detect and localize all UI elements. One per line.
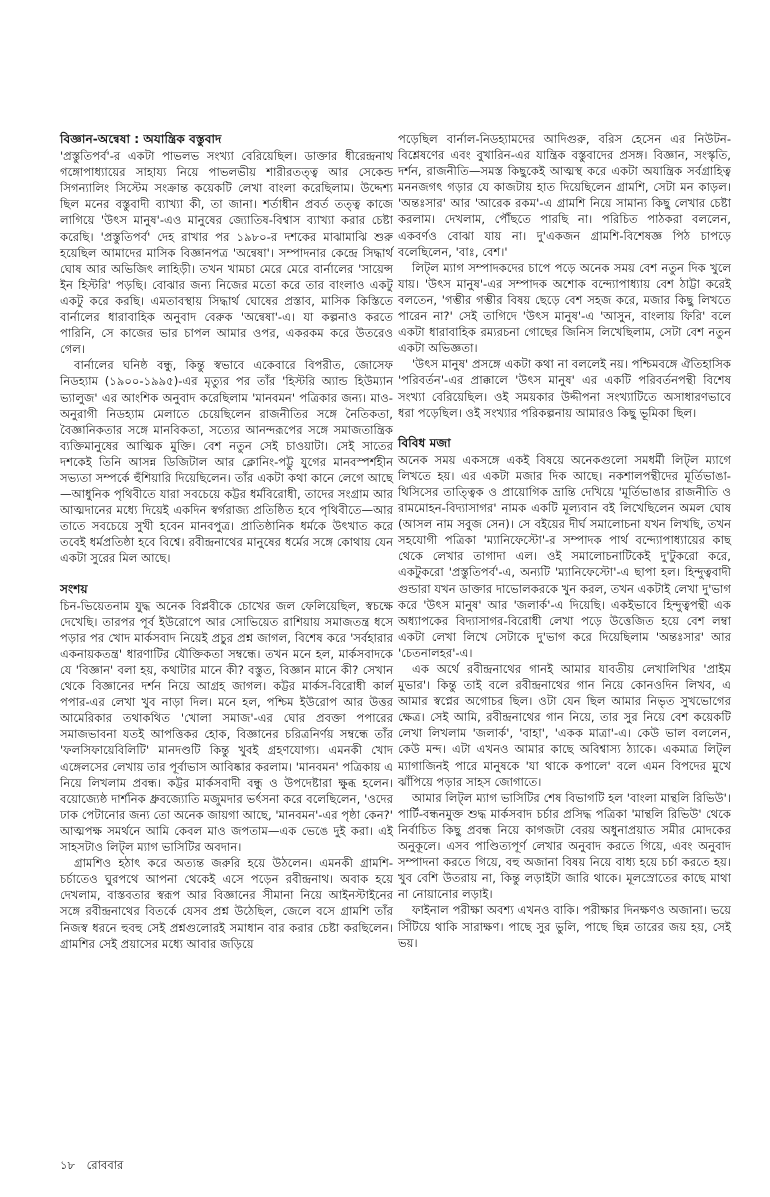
body-paragraph: বার্নালের ঘনিষ্ঠ বন্ধু, কিন্তু স্বভাবে একেবারে বিপরীত, জোসেফ নিডহ্যাম (১৯০০-১৯৯৫)-এর মৃত্যুর পর তাঁর 'হিস্টরি অ্যান্ড হিউম্যান ভ্যালুজ' এর আংশিক অনুবাদ করেছিলাম 'মানবমন' পত্রিকার জন্য। মাও-অনুরাগী নিডহ্যাম মেলাতে চেয়েছিলেন রাজনীতির সঙ্গে নৈতিকতা, বৈজ্ঞানিকতার সঙ্গে মানবিকতা, সত্যের আনন্দরূপের সঙ্গে সমাজতান্ত্রিক ব্যক্তিমানুষের আত্মিক মুক্তি। বেশ নতুন সেই চাওয়াটা। সেই সাতের দশকেই তিনি আসন্ন ডিজিটাল আর ক্লোনিং-পট্টু যুগের মানবস্পর্শহীন সভ্যতা সম্পর্কে হুঁশিয়ারি দিয়েছিলেন। তাঁর একটা কথা কানে লেগে আছে—আধুনিক পৃথিবীতে যারা সবচেয়ে কট্টর ধর্মবিরোধী, তাদের সংগ্রাম আর আত্মদানের মধ্যে দিয়েই একদিন স্বর্গরাজ্য প্রতিষ্ঠিত হবে পৃথিবীতে—আর তাতে সবচেয়ে সুখী হবেন মানবপুত্র। প্রাতিষ্ঠানিক ধর্মকে উৎখাত করে তবেই ধর্মপ্রতিষ্ঠা হবে বিশ্বে। রবীন্দ্রনাথের মানুষের ধর্মের সঙ্গে কোথায় যেন একটা সুরের মিল আছে। xyxy=(60,358,393,566)
body-paragraph: 'প্রস্তুতিপর্ব'-র একটা পাভলভ সংখ্যা বেরিয়েছিল। ডাক্তার ধীরেন্দ্রনাথ গঙ্গোপাধ্যায়ের সাহায্য নিয়ে পাভলভীয় শারীরতত্ত্ব আর সেকেন্ড সিগন্যালিং সিস্টেম সংক্রান্ত কয়েকটি লেখা বাংলা করেছিলাম। উদ্দেশ্য ছিল মনের বস্তুবাদী ব্যাখ্যা কী, তা জানা। শর্তাধীন প্রবর্ত তত্ত্ব কাজে লাগিয়ে 'উৎস মানুষ'-এও মানুষের জ্যোতিষ-বিশ্বাস ব্যাখ্যা করার চেষ্টা করেছি। 'প্রস্তুতিপর্ব' দেহ রাখার পর ১৯৮০-র দশকের মাঝামাঝি শুরু হয়েছিল আমাদের মাসিক বিজ্ঞানপত্র 'অন্বেষা'। সম্পাদনার কেন্দ্রে সিদ্ধার্থ ঘোষ আর অভিজিৎ লাহিড়ী। তখন খামচা মেরে মেরে বার্নালের 'সায়েন্স ইন হিস্টরি' পড়ছি। বোঝার জন্য নিজের মতো করে তার বাংলাও একটু একটু করে করছি। এমতাবস্থায় সিদ্ধার্থ ঘোষের প্রস্তাব, মাসিক কিস্তিতে বার্নালের ধারাবাহিক অনুবাদ বেরুক 'অন্বেষা'-এ। যা কল্পনাও করতে পারিনি, সে কাজের ভার চাপল আমার ওপর, একরকম করে উতরেও গেল। xyxy=(60,149,393,357)
body-paragraph: চিন-ভিয়েতনাম যুদ্ধ অনেক বিপ্লবীকে চোখের জল ফেলিয়েছিল, স্বচক্ষে দেখেছি। তারপর পূর্ব ইউরোপে আর সোভিয়েত রাশিয়ায় সমাজতন্ত্র ধসে পড়ার পর খোদ মার্কসবাদ নিয়েই প্রচুর প্রশ্ন জাগল, বিশেষ করে 'সর্বহারার একনায়কতন্ত্র' ধারণাটির যৌক্তিকতা সম্বন্ধে। তখন মনে হল, মার্কসবাদকে যে 'বিজ্ঞান' বলা হয়, কথাটার মানে কী? বস্তুত, বিজ্ঞান মানে কী? সেখান থেকে বিজ্ঞানের দর্শন নিয়ে আগ্রহ জাগল। কট্টর মার্কস-বিরোধী কার্ল পপার-এর লেখা খুব নাড়া দিল। মনে হল, পশ্চিম ইউরোপ আর উত্তর আমেরিকার তথাকথিত 'খোলা সমাজ'-এর ঘোর প্রবক্তা পপারের সমাজভাবনা যতই আপত্তিকর হোক, বিজ্ঞানের চরিত্রনির্ণয় সম্বন্ধে তাঁর 'ফলসিফায়েবিলিটি' মানদণ্ডটি কিন্তু খুবই গ্রহণযোগ্য। এমনকী খোদ এঙ্গেলসের লেখায় তার পূর্বাভাস আবিষ্কার করলাম। 'মানবমন' পত্রিকায় এ নিয়ে লিখলাম প্রবন্ধ। কট্টর মার্কসবাদী বন্ধু ও উপদেষ্টারা ক্ষুব্ধ হলেন। বয়োজ্যেষ্ঠ দার্শনিক ধ্রুবজ্যোতি মজুমদার ভর্ৎসনা করে বলেছিলেন, 'ওদের ঢাক পেটানোর জন্য তো অনেক জায়গা আছে, 'মানবমন'-এর পৃষ্ঠা কেন?' আত্মপক্ষ সমর্থনে আমি কেবল মাও জপতাম—এক ভেঙে দুই করা। এই সাহসটাও লিট্ল ম্যাগ ভাসিটির অবদান। xyxy=(60,598,393,855)
body-paragraph: ফাইনাল পরীক্ষা অবশ্য এখনও বাকি। পরীক্ষার দিনক্ষণও অজানা। ভয়ে সিঁটিয়ে থাকি সারাক্ষণ। পাছে সুর ভুলি, পাছে ছিন্ন তারের জয় হয়, সেই ভয়। xyxy=(398,903,731,950)
body-paragraph: অনেক সময় একসঙ্গে একই বিষয়ে অনেকগুলো সমধর্মী লিট্ল ম্যাগে লিখতে হয়। এর একটা মজার দিক আছে। নকশালপন্থীদের মূর্তিভাঙা-থিসিসের তাত্ত্বিক ও প্রায়োগিক ভ্রান্তি দেখিয়ে 'মূর্তিভাঙার রাজনীতি ও রামমোহন-বিদ্যাসাগর' নামক একটি মূল্যবান বই লিখেছিলেন অমল ঘোষ (আসল নাম সবুজ সেন)। সে বইয়ের দীর্ঘ সমালোচনা যখন লিখছি, তখন সহযোগী পত্রিকা 'ম্যানিফেস্টো'-র সম্পাদক পার্থ বন্দ্যোপাধ্যায়ের কাছ থেকে লেখার তাগাদা এল। ওই সমালোচনাটিকেই দু'টুকরো করে, একটুকরো 'প্রস্তুতিপর্ব'-এ, অন্যটি 'ম্যানিফেস্টো'-এ ছাপা হল। হিন্দুত্ববাদী গুন্ডারা যখন ডাক্তার দাভোলকরকে খুন করল, তখন একটাই লেখা দু'ভাগ করে 'উৎস মানুষ' আর 'জলার্ক'-এ দিয়েছি। একইভাবে হিন্দুত্বপন্থী এক অধ্যাপকের বিদ্যাসাগর-বিরোধী লেখা পড়ে উত্তেজিত হয়ে বেশ লম্বা একটা লেখা লিখে সেটাকে দু'ভাগ করে দিয়েছিলাম 'অন্তঃসার' আর 'চেতনালহর'-এ। xyxy=(398,452,731,660)
section-gap xyxy=(60,567,393,581)
page-footer xyxy=(60,1157,123,1176)
section-heading: বিজ্ঞান-অন্বেষা : অযান্ত্রিক বস্তুবাদ xyxy=(60,132,222,146)
body-paragraph: লিট্ল ম্যাগ সম্পাদকদের চাপে পড়ে অনেক সময় বেশ নতুন দিক খুলে যায়। 'উৎস মানুষ'-এর সম্পাদক অশোক বন্দ্যোপাধ্যায় বেশ ঠাট্টা করেই বলতেন, 'গম্ভীর গম্ভীর বিষয় ছেড়ে বেশ সহজ করে, মজার কিছু লিখতে পারেন না?' সেই তাগিদে 'উৎস মানুষ'-এ 'আসুন, বাংলায় ফিরি' বলে একটা ধারাবাহিক রম্যরচনা গোছের জিনিস লিখেছিলাম, সেটা বেশ নতুন একটা অভিজ্ঞতা। xyxy=(398,260,731,356)
page-number: ১৮ xyxy=(60,1158,75,1172)
section-heading: বিবিধ মজা xyxy=(398,435,451,450)
body-paragraph: আমার লিট্ল ম্যাগ ভাসিটির শেষ বিভাগটি হল 'বাংলা মান্থলি রিভিউ'। পার্টি-বন্ধনমুক্ত শুদ্ধ মার্কসবাদ চর্চার প্রসিদ্ধ পত্রিকা 'মান্থলি রিভিউ' থেকে নির্বাচিত কিছু প্রবন্ধ নিয়ে কাগজটা বেরয় অধুনাপ্রয়াত সমীর মোদকের অনুকূলে। এসব পাণ্ডিত্যপূর্ণ লেখার অনুবাদ করতে গিয়ে, এবং অনুবাদ সম্পাদনা করতে গিয়ে, বহু অজানা বিষয় নিয়ে বাধ্য হয়ে চর্চা করতে হয়। খুব বেশি উতরায় না, কিন্তু লড়াইটা জারি থাকে। মূলস্রোতের কাছে মাথা না নোয়ানোর লড়াই। xyxy=(398,790,731,902)
body-paragraph: এক অর্থে রবীন্দ্রনাথের গানই আমার যাবতীয় লেখালিখির 'প্রাইম মুভার'। কিন্তু তাই বলে রবীন্দ্রনাথের গান নিয়ে কোনওদিন লিখব, এ আমার স্বপ্নের অগোচর ছিল। ওটা যেন ছিল আমার নিভৃত সুখভোগের ক্ষেত্র। সেই আমি, রবীন্দ্রনাথের গান নিয়ে, তার সুর নিয়ে বেশ কয়েকটি লেখা লিখলাম 'জলার্ক', 'বাহা', 'একক মাত্রা'-এ। কেউ ভাল বললেন, কেউ মন্দ। এটা এখনও আমার কাছে অবিশ্বাস্য ঠ্যাকে। একমাত্র লিট্ল ম্যাগাজিনই পারে মানুষকে 'যা থাকে কপালে' বলে এমন বিপদের মুখে ঝাঁপিয়ে পড়ার সাহস জোগাতে। xyxy=(398,662,731,789)
body-paragraph: 'উৎস মানুষ' প্রসঙ্গে একটা কথা না বললেই নয়। পশ্চিমবঙ্গে ঐতিহাসিক 'পরিবর্তন'-এর প্রাক্কালে 'উৎস মানুষ' এর একটি পরিবর্তনপন্থী বিশেষ সংখ্যা বেরিয়েছিল। ওই সময়কার উদ্দীপনা সংখ্যাটিতে অসাধারণভাবে ধরা পড়েছিল। ওই সংখ্যার পরিকল্পনায় আমারও কিছু ভূমিকা ছিল। xyxy=(398,357,731,420)
right-column xyxy=(398,131,731,951)
section-gap xyxy=(398,421,731,435)
body-paragraph: গ্রামশিও হঠাৎ করে অত্যন্ত জরুরি হয়ে উঠলেন। এমনকী গ্রামশি-চর্চাতেও ঘুরপথে আপনা থেকেই এসে পড়েন রবীন্দ্রনাথ। অবাক হয়ে দেখলাম, বাস্তবতার স্বরূপ আর বিজ্ঞানের সীমানা নিয়ে আইনস্টাইনের সঙ্গে রবীন্দ্রনাথের বিতর্কে যেসব প্রশ্ন উঠেছিল, জেলে বসে গ্রামশি তাঁর নিজস্ব ধরনে হুবহু সেই প্রশ্নগুলোরই সমাধান বার করার চেষ্টা করছিলেন। গ্রামশির সেই প্রয়াসের মধ্যে আবার জড়িয়ে xyxy=(60,856,393,951)
body-paragraph: পড়েছিল বার্নাল-নিডহ্যামদের আদিগুরু, বরিস হেসেন এর নিউটন-বিশ্লেষণের এবং বুখারিন-এর যান্ত্রিক বস্তুবাদের প্রসঙ্গ। বিজ্ঞান, সংস্কৃতি, দর্শন, রাজনীতি—সমস্ত কিছুকেই আত্মস্থ করে একটা অযান্ত্রিক সর্বগ্রাহিত্ব মননজগৎ গড়ার যে কাজটায় হাত দিয়েছিলেন গ্রামশি, সেটা মন কাড়ল। 'অন্তঃসার' আর 'আরেক রকম'-এ গ্রামশি নিয়ে সামান্য কিছু লেখার চেষ্টা করলাম। দেখলাম, পৌঁছতে পারছি না। পরিচিত পাঠকরা বললেন, একবর্ণও বোঝা যায় না। দু'একজন গ্রামশি-বিশেষজ্ঞ পিঠ চাপড়ে বলেছিলেন, 'বাঃ, বেশ।' xyxy=(398,132,731,259)
left-column xyxy=(60,131,393,952)
publication-name: রোববার xyxy=(86,1158,124,1172)
section-heading: সংশয় xyxy=(60,581,88,596)
